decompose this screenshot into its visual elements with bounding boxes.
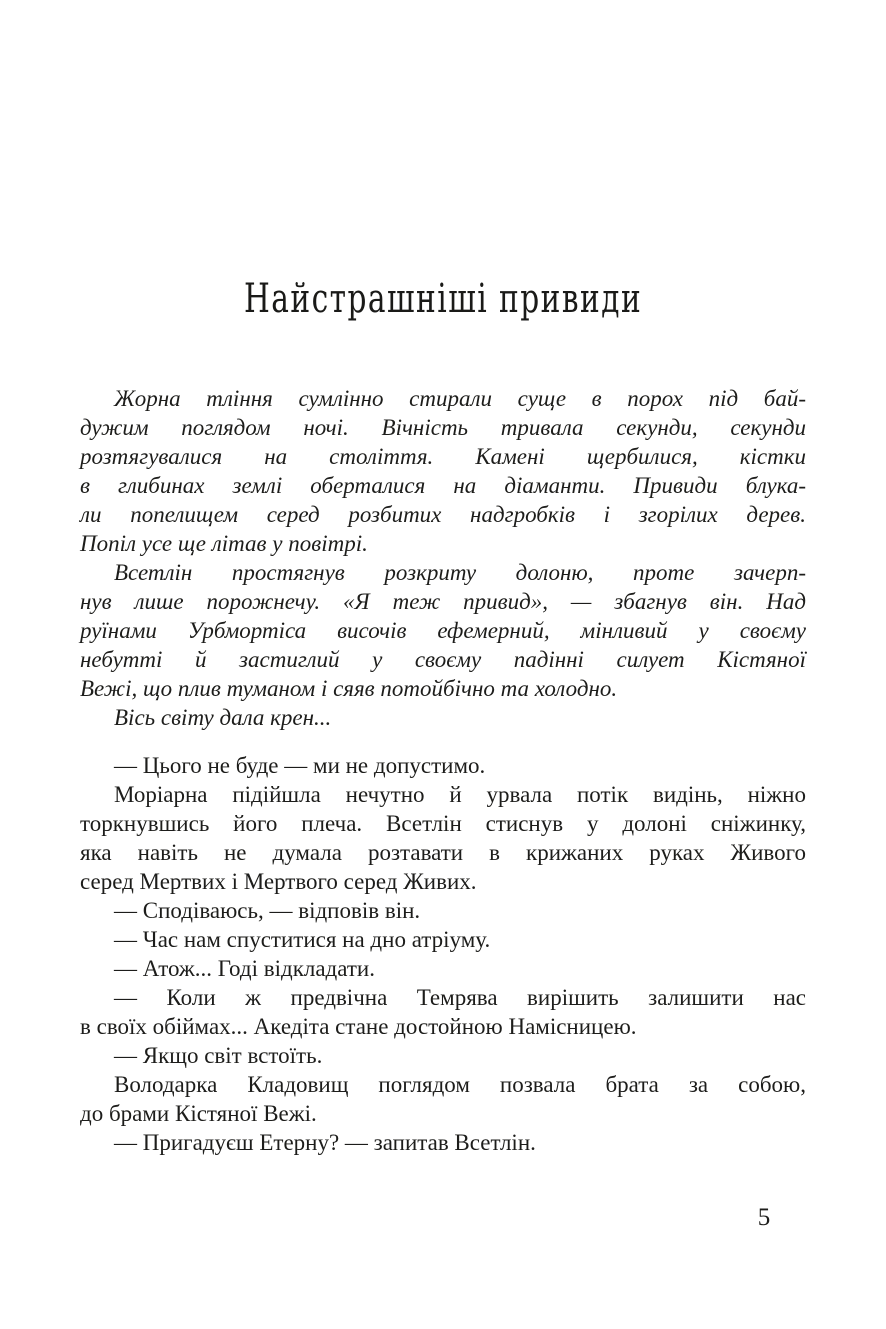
paragraph — [80, 384, 806, 558]
text-line: — Коли ж предвічна Темрява вирішить залишити нас — [114, 985, 806, 1010]
text-line: Володарка Кладовищ поглядом позвала брата за собою, — [114, 1072, 806, 1097]
text-line: Моріарна підійшла нечутно й урвала потік видінь, ніжно — [114, 782, 806, 807]
paragraph — [80, 751, 806, 780]
text-line: — Цього не буде — ми не допустимо. — [114, 753, 486, 778]
paragraph — [80, 1070, 806, 1128]
text-line: в своїх обіймах... Акедіта стане достойною Намісницею. — [80, 1014, 637, 1039]
text-line: нув лише порожнечу. «Я теж привид», — збагнув він. Над — [80, 589, 806, 614]
text-line: торкнувшись його плеча. Всетлін стиснув у долоні сніжинку, — [80, 811, 806, 836]
paragraph — [80, 1041, 806, 1070]
text-line: — Сподіваюсь, — відповів він. — [114, 898, 421, 923]
paragraph — [80, 983, 806, 1041]
chapter-title-text: Найстрашніші привиди — [243, 276, 643, 322]
paragraph — [80, 703, 806, 732]
text-line: яка навіть не думала розтавати в крижаних руках Живого — [80, 840, 806, 865]
text-line: Жорна тління сумлінно стирали суще в порох під бай- — [114, 386, 806, 411]
page-content — [80, 0, 806, 1157]
text-line: руїнами Урбмортіса височів ефемерний, мінливий у своєму — [80, 618, 806, 643]
paragraph — [80, 558, 806, 703]
paragraph — [80, 1128, 806, 1157]
text-line: Попіл усе ще літав у повітрі. — [80, 531, 368, 556]
paragraph — [80, 954, 806, 983]
paragraph — [80, 925, 806, 954]
text-line: — Пригадуєш Етерну? — запитав Всетлін. — [114, 1130, 536, 1155]
page-number: 5 — [757, 1204, 771, 1231]
page-body — [80, 384, 806, 1157]
text-line: дужим поглядом ночі. Вічність тривала секунди, секунди — [80, 415, 806, 440]
text-line: розтягувалися на століття. Камені щербилися, кістки — [80, 444, 806, 469]
text-line: ли попелищем серед розбитих надгробків і згорілих дерев. — [80, 502, 806, 527]
text-line: Вісь світу дала крен... — [114, 705, 332, 730]
text-line: в глибинах землі оберталися на діаманти. Привиди блука- — [80, 473, 806, 498]
paragraph — [80, 780, 806, 896]
chapter-title — [80, 276, 806, 322]
text-line: — Якщо світ встоїть. — [114, 1043, 323, 1068]
text-line: Вежі, що плив туманом і сяяв потойбічно та холодно. — [80, 676, 618, 701]
text-line: — Атож... Годі відкладати. — [114, 956, 375, 981]
text-line: серед Мертвих і Мертвого серед Живих. — [80, 869, 477, 894]
text-line: до брами Кістяної Вежі. — [80, 1101, 317, 1126]
text-line: небутті й застиглий у своєму падінні силует Кістяної — [80, 647, 806, 672]
text-line: — Час нам спуститися на дно атріуму. — [114, 927, 491, 952]
text-line: Всетлін простягнув розкриту долоню, проте зачерп- — [114, 560, 806, 585]
paragraph — [80, 896, 806, 925]
